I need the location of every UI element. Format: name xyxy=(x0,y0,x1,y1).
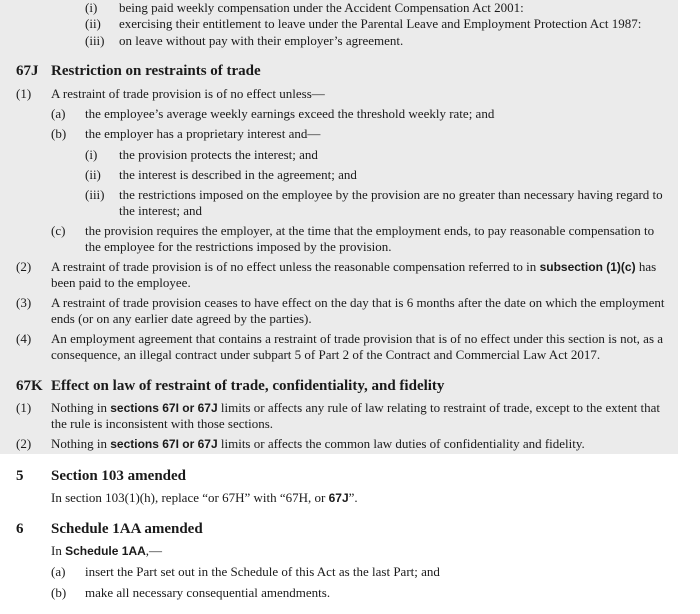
s67j-p3-num: (3) xyxy=(16,295,32,310)
s67j-p1a-num: (a) xyxy=(51,106,66,121)
sections-ref: sections 67I or 67J xyxy=(110,401,218,415)
s67j-p4-line1: An employment agreement that contains a restraint of trade provision that is of no effect under this section is not, as a xyxy=(51,331,664,346)
intro-item-i: (i) xyxy=(85,0,98,15)
section-67j-number: 67J xyxy=(16,63,39,79)
s67j-p1a-text: the employee’s average weekly earnings exceed the threshold weekly rate; and xyxy=(85,106,495,121)
s67k-p2-num: (2) xyxy=(16,436,32,451)
section-ref: 67J xyxy=(328,491,349,505)
intro-item-iii: (iii) xyxy=(85,33,105,48)
s67j-p1c-line2: the employee for the restrictions imposed by the provision. xyxy=(85,239,392,254)
section-67k-title: Effect on law of restraint of trade, confidentiality, and fidelity xyxy=(51,378,445,394)
s67j-p4-line2: consequence, an illegal contract under subpart 5 of Part 2 of the Contract and Commercial Law Act 2017. xyxy=(51,347,601,362)
s67j-p2-num: (2) xyxy=(16,259,32,274)
section-5-number: 5 xyxy=(16,468,24,484)
s67j-p1-text: A restraint of trade provision is of no effect unless— xyxy=(51,86,325,101)
section-6-b-text: make all necessary consequential amendments. xyxy=(85,585,331,600)
intro-item-ii-text: exercising their entitlement to leave under the Parental Leave and Employment Protection Act 1987: xyxy=(119,16,642,31)
s67k-p1-line2: the rule is inconsistent with those sections. xyxy=(51,416,274,431)
s67j-p2-line1: A restraint of trade provision is of no effect unless the reasonable compensation referred to in subsection (1)(c) has xyxy=(51,259,657,274)
s67j-p4-num: (4) xyxy=(16,331,32,346)
s67k-p2-line1: Nothing in sections 67I or 67J limits or affects the common law duties of confidentiality and fidelity. xyxy=(51,436,585,451)
s67j-p1biii-num: (iii) xyxy=(85,187,105,202)
s67j-p1bi-text: the provision protects the interest; and xyxy=(119,147,318,162)
s67k-p1-line1: Nothing in sections 67I or 67J limits or affects any rule of law relating to restraint of trade, except to the extent that xyxy=(51,400,660,415)
section-6-title: Schedule 1AA amended xyxy=(51,521,203,537)
s67j-p1-num: (1) xyxy=(16,86,32,101)
section-5-title: Section 103 amended xyxy=(51,468,186,484)
s67j-p1b-num: (b) xyxy=(51,126,67,141)
section-67k-number: 67K xyxy=(16,378,43,394)
s67j-p1bii-text: the interest is described in the agreement; and xyxy=(119,167,357,182)
section-5-text: In section 103(1)(h), replace “or 67H” with “67H, or 67J”. xyxy=(51,490,358,505)
s67j-p1c-num: (c) xyxy=(51,223,66,238)
s67j-p1b-text: the employer has a proprietary interest and— xyxy=(85,126,321,141)
section-6-text: In Schedule 1AA,— xyxy=(51,543,163,558)
intro-item-i-text: being paid weekly compensation under the Accident Compensation Act 2001: xyxy=(119,0,524,15)
intro-item-ii: (ii) xyxy=(85,16,101,31)
subsection-ref: subsection (1)(c) xyxy=(539,260,636,274)
s67j-p3-line1: A restraint of trade provision ceases to have effect on the day that is 6 months after the date on which the employment xyxy=(51,295,665,310)
s67j-p3-line2: ends (or on any earlier date agreed by the parties). xyxy=(51,311,312,326)
s67k-p1-num: (1) xyxy=(16,400,32,415)
sections-ref: sections 67I or 67J xyxy=(110,437,218,451)
s67j-p1bii-num: (ii) xyxy=(85,167,101,182)
s67j-p2-line2: been paid to the employee. xyxy=(51,275,191,290)
s67j-p1bi-num: (i) xyxy=(85,147,98,162)
section-6-b-num: (b) xyxy=(51,585,67,600)
section-6-a-text: insert the Part set out in the Schedule of this Act as the last Part; and xyxy=(85,564,440,579)
section-6-a-num: (a) xyxy=(51,564,66,579)
schedule-ref: Schedule 1AA xyxy=(65,544,146,558)
s67j-p1biii-line1: the restrictions imposed on the employee by the provision are no greater than necessary having regard to xyxy=(119,187,663,202)
section-67j-title: Restriction on restraints of trade xyxy=(51,63,261,79)
s67j-p1biii-line2: the interest; and xyxy=(119,203,203,218)
section-6-number: 6 xyxy=(16,521,24,537)
intro-item-iii-text: on leave without pay with their employer’s agreement. xyxy=(119,33,404,48)
s67j-p1c-line1: the provision requires the employer, at the time that the employment ends, to pay reasonable compensation to xyxy=(85,223,655,238)
